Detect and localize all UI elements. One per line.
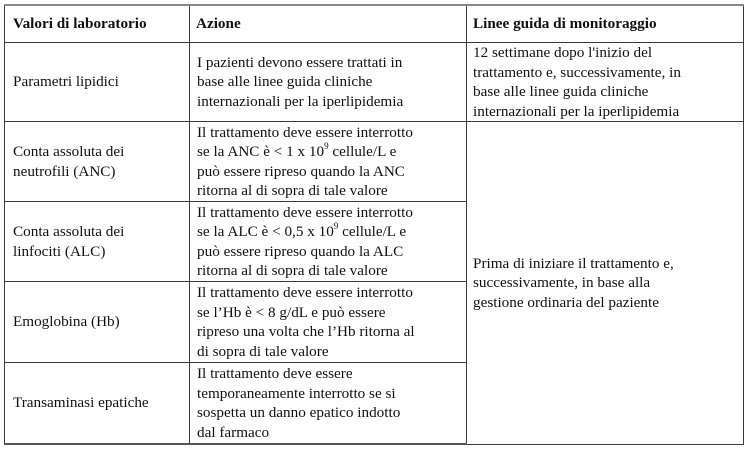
lab-value-cell bbox=[5, 202, 190, 282]
monitoring-text-line: 12 settimane dopo l'inizio del bbox=[473, 44, 653, 61]
action-text-line: temporaneamente interrotto se si bbox=[197, 384, 396, 402]
monitoring-text-line: internazionali per la iperlipidemia bbox=[473, 102, 680, 120]
action-text-line bbox=[197, 142, 460, 162]
action-text-line: può essere ripreso quando la ALC bbox=[197, 242, 404, 260]
monitoring-text-line: successivamente, in base alla bbox=[473, 274, 651, 291]
lab-value-text: Transaminasi epatiche bbox=[13, 394, 149, 412]
action-text-fragment: se la ALC è < 0,5 x 10 bbox=[197, 223, 334, 240]
action-cell bbox=[190, 363, 467, 445]
action-text-fragment: se la ANC è < 1 x 10 bbox=[197, 143, 325, 160]
table-row bbox=[5, 122, 744, 202]
action-cell bbox=[190, 202, 467, 282]
action-text-line: se l’Hb è < 8 g/dL e può essere bbox=[197, 303, 386, 321]
header-monitoring: Linee guida di monitoraggio bbox=[467, 5, 744, 43]
header-action: Azione bbox=[190, 5, 467, 43]
action-text-line: di sopra di tale valore bbox=[197, 342, 329, 360]
lab-value-text-line: linfociti (ALC) bbox=[13, 242, 106, 260]
action-text-line: I pazienti devono essere trattati in bbox=[197, 53, 403, 71]
header-lab-values: Valori di laboratorio bbox=[5, 5, 190, 43]
table-header-row bbox=[5, 5, 744, 43]
action-text-line: Il trattamento deve essere interrotto bbox=[197, 203, 413, 221]
lab-value-text-line: Conta assoluta dei bbox=[13, 143, 125, 160]
shared-monitoring-cell bbox=[467, 122, 744, 445]
action-text-line: sospetta un danno epatico indotto bbox=[197, 404, 401, 421]
lab-monitoring-table bbox=[4, 4, 744, 445]
exponent: 9 bbox=[324, 140, 329, 151]
monitoring-text-line: base alle linee guida cliniche bbox=[473, 83, 649, 100]
lab-value-text-line: Conta assoluta dei bbox=[13, 223, 125, 240]
action-text-line: Il trattamento deve essere interrotto bbox=[197, 123, 413, 141]
action-text-line: internazionali per la iperlipidemia bbox=[197, 92, 404, 110]
action-text-line: ritorna al di sopra di tale valore bbox=[197, 262, 388, 279]
lab-value-text: Parametri lipidici bbox=[13, 73, 119, 91]
monitoring-text-line: gestione ordinaria del paziente bbox=[473, 293, 659, 311]
action-text-line bbox=[197, 222, 460, 242]
action-text-line: può essere ripreso quando la ANC bbox=[197, 162, 405, 180]
action-text-line: ripreso una volta che l’Hb ritorna al bbox=[197, 323, 415, 340]
monitoring-text-line: trattamento e, successivamente, in bbox=[473, 63, 681, 81]
action-text-line: Il trattamento deve essere bbox=[197, 365, 353, 382]
action-text-line: Il trattamento deve essere interrotto bbox=[197, 284, 413, 301]
lab-value-text-line: neutrofili (ANC) bbox=[13, 162, 116, 180]
action-text-fragment: cellule/L e bbox=[328, 143, 397, 160]
monitoring-text-line: Prima di iniziare il trattamento e, bbox=[473, 254, 674, 272]
table-row bbox=[5, 43, 744, 122]
lab-value-cell bbox=[5, 43, 190, 122]
action-text-line: base alle linee guida cliniche bbox=[197, 73, 373, 91]
lab-value-cell bbox=[5, 282, 190, 363]
action-text-fragment: cellule/L e bbox=[338, 223, 407, 240]
action-cell bbox=[190, 43, 467, 122]
action-text-line: dal farmaco bbox=[197, 423, 270, 441]
lab-value-cell bbox=[5, 363, 190, 445]
action-cell bbox=[190, 282, 467, 363]
action-cell bbox=[190, 122, 467, 202]
lab-value-text: Emoglobina (Hb) bbox=[13, 313, 120, 331]
action-text-line: ritorna al di sopra di tale valore bbox=[197, 182, 388, 199]
lab-value-cell bbox=[5, 122, 190, 202]
exponent: 9 bbox=[333, 220, 339, 231]
monitoring-cell bbox=[467, 43, 744, 122]
